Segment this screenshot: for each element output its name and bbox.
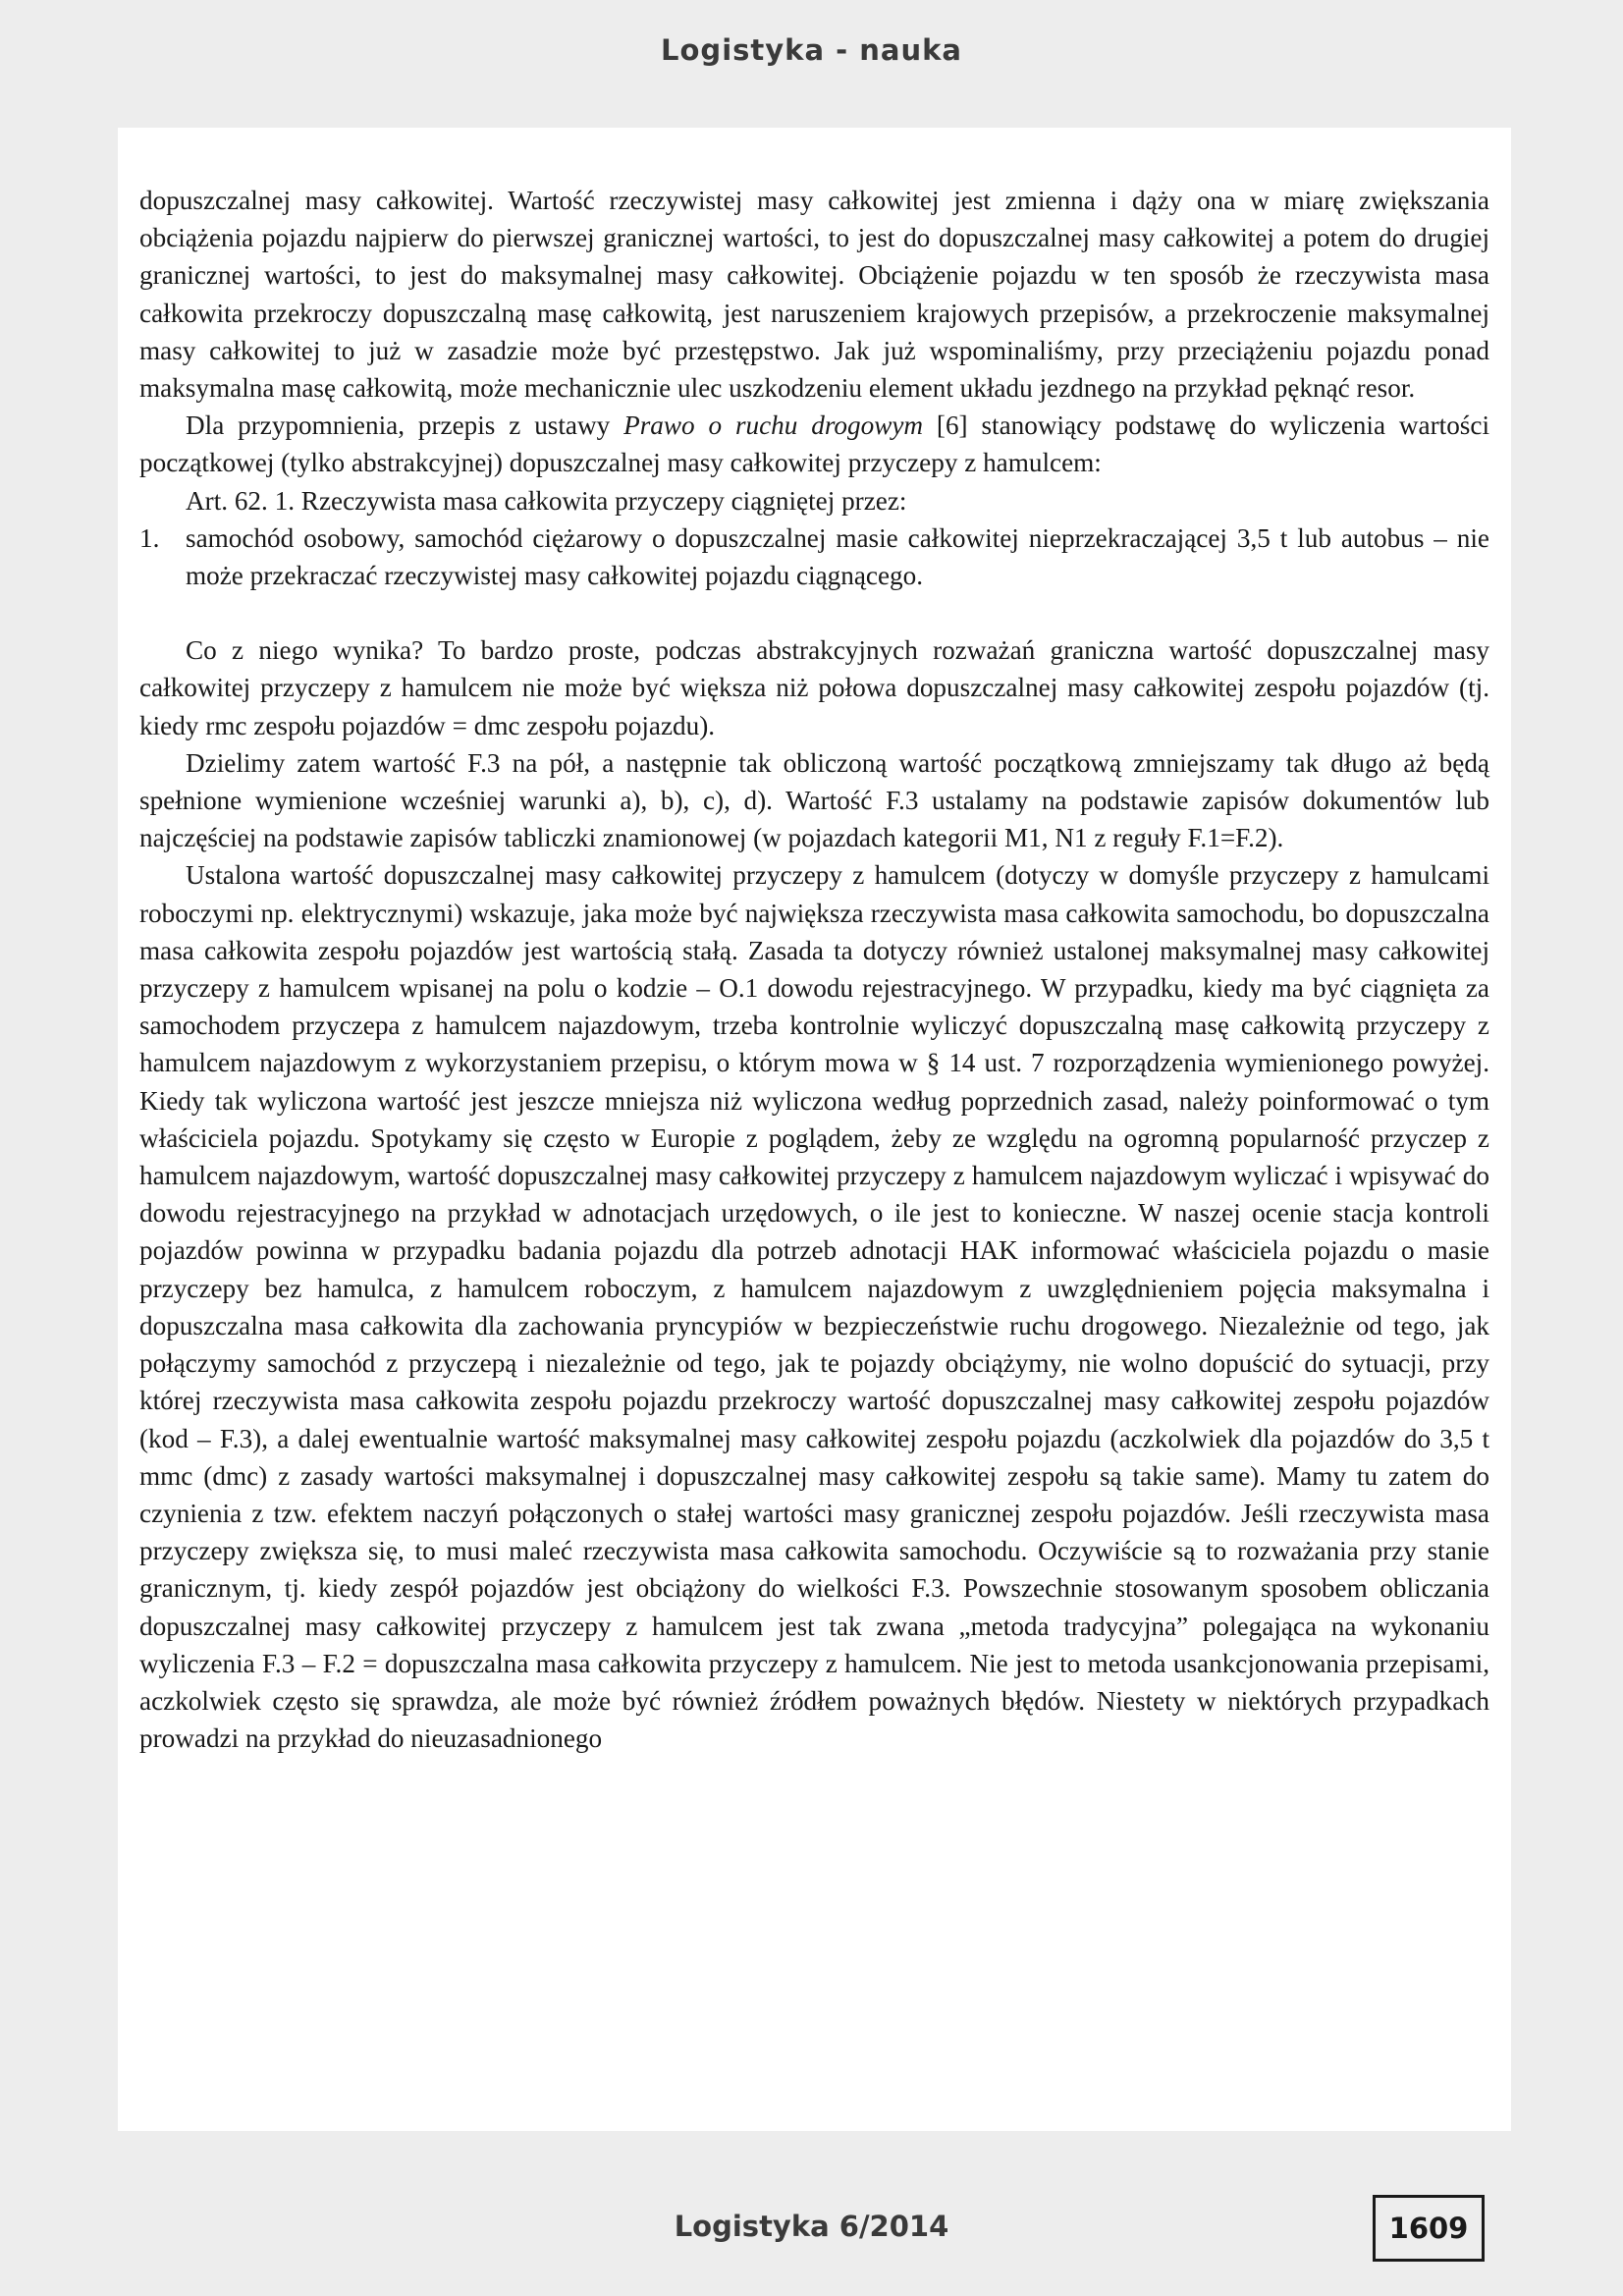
paragraph-5: Ustalona wartość dopuszczalnej masy całkowitej przyczepy z hamulcem (dotyczy w domyśle przyczepy z hamulcami roboczymi np. elektrycznymi) wskazuje, jaka może być największa rzeczywista masa całkowita samochodu, bo dopuszczalna masa całkowita zespołu pojazdów jest wartością stałą. Zasada ta dotyczy również ustalonej maksymalnej masy całkowitej przyczepy z hamulcem wpisanej na polu o kodzie – O.1 dowodu rejestracyjnego. W przypadku, kiedy ma być ciągnięta za samochodem przyczepa z hamulcem najazdowym, trzeba kontrolnie wyliczyć dopuszczalną masę całkowitą przyczepy z hamulcem najazdowym z wykorzystaniem przepisu, o którym mowa w § 14 ust. 7 rozporządzenia wymienionego powyżej. Kiedy tak wyliczona wartość jest jeszcze mniejsza niż wyliczona według poprzednich zasad, należy poinformować o tym właściciela pojazdu. Spotykamy się często w Europie z poglądem, żeby ze względu na ogromną popularność przyczep z hamulcem najazdowym, wartość dopuszczalnej masy całkowitej przyczepy z hamulcem najazdowym wyliczać i wpisywać do dowodu rejestracyjnego na przykład w adnotacjach urzędowych, o ile jest to konieczne. W naszej ocenie stacja kontroli pojazdów powinna w przypadku badania pojazdu dla potrzeb adnotacji HAK informować właściciela pojazdu o masie przyczepy bez hamulca, z hamulcem roboczym, z hamulcem najazdowym z uwzględnieniem pojęcia maksymalna i dopuszczalna masa całkowita dla zachowania pryncypiów w bezpieczeństwie ruchu drogowego. Niezależnie od tego, jak połączymy samochód z przyczepą i niezależnie od tego, jak te pojazdy obciążymy, nie wolno dopuścić do sytuacji, przy której rzeczywista masa całkowita zespołu pojazdu przekroczy wartość dopuszczalnej masy całkowitej zespołu pojazdów (kod – F.3), a dalej ewentualnie wartość maksymalnej masy całkowitej zespołu pojazdu (aczkolwiek dla pojazdów do 3,5 t mmc (dmc) z zasady wartości maksymalnej i dopuszczalnej masy całkowitej zespołu są takie same). Mamy tu zatem do czynienia z tzw. efektem naczyń połączonych o stałej wartości masy granicznej zespołu pojazdów. Jeśli rzeczywista masa przyczepy zwiększa się, to musi maleć rzeczywista masa całkowita samochodu. Oczywiście są to rozważania przy stanie granicznym, tj. kiedy zespół pojazdów jest obciążony do wielkości F.3. Powszechnie stosowanym sposobem obliczania dopuszczalnej masy całkowitej przyczepy z hamulcem jest tak zwana „metoda tradycyjna” polegająca na wykonaniu wyliczenia F.3 – F.2 = dopuszczalna masa całkowita przyczepy z hamulcem. Nie jest to metoda usankcjonowania przepisami, aczkolwiek często się sprawdza, ale może być również źródłem poważnych błędów. Niestety w niektórych przypadkach prowadzi na przykład do nieuzasadnionego: [139, 860, 1489, 1754]
article-body: [139, 182, 1489, 1757]
list-item-number: 1.: [139, 522, 160, 553]
list-item-text: samochód osobowy, samochód ciężarowy o dopuszczalnej masie całkowitej nieprzekraczającej 3,5 t lub autobus – nie może przekraczać rzeczywistej masy całkowitej pojazdu ciągnącego.: [186, 522, 1489, 591]
article-citation: Art. 62. 1. Rzeczywista masa całkowita przyczepy ciągniętej przez:: [186, 485, 907, 516]
paragraph-4: Dzielimy zatem wartość F.3 na pół, a następnie tak obliczoną wartość początkową zmniejszamy tak długo aż będą spełnione wymienione wcześniej warunki a), b), c), d). Wartość F.3 ustalamy na podstawie zapisów dokumentów lub najczęściej na podstawie zapisów tabliczki znamionowej (w pojazdach kategorii M1, N1 z reguły F.1=F.2).: [139, 747, 1489, 853]
paragraph-spacer: [139, 594, 1489, 631]
page-number: 1609: [1388, 2212, 1469, 2245]
paragraph-2-text-end: [6] stanowiący podstawę do wyliczenia wartości początkowej (tylko abstrakcyjnej) dopuszczalnej masy całkowitej przyczepy z hamulcem:: [139, 410, 1489, 478]
paragraph-3: Co z niego wynika? To bardzo proste, podczas abstrakcyjnych rozważań graniczna wartość dopuszczalnej masy całkowitej przyczepy z hamulcem nie może być większa niż połowa dopuszczalnej masy całkowitej zespołu pojazdów (tj. kiedy rmc zespołu pojazdów = dmc zespołu pojazdu).: [139, 635, 1489, 740]
paragraph-2-text-start: Dla przypomnienia, przepis z ustawy: [186, 410, 624, 441]
footer-journal-issue: Logistyka 6/2014: [674, 2210, 949, 2243]
running-head-title: Logistyka - nauka: [661, 33, 962, 67]
paragraph-1: dopuszczalnej masy całkowitej. Wartość rzeczywistej masy całkowitej jest zmienna i dąży ona w miarę zwiększania obciążenia pojazdu najpierw do pierwszej granicznej wartości, to jest do dopuszczalnej masy całkowitej a potem do drugiej granicznej wartości, to jest do maksymalnej masy całkowitej. Obciążenie pojazdu w ten sposób że rzeczywista masa całkowita przekroczy dopuszczalną masę całkowitą, jest naruszeniem krajowych przepisów, a przekroczenie maksymalnej masy całkowitej to już w zasadzie może być przestępstwo. Jak już wspominaliśmy, przy przeciążeniu pojazdu ponad maksymalna masę całkowitą, może mechanicznie ulec uszkodzeniu element układu jezdnego na przykład pęknąć resor.: [139, 186, 1489, 404]
article-page: [118, 128, 1511, 2131]
paragraph-2: [139, 407, 1489, 481]
page-number-box: [1373, 2195, 1485, 2262]
law-title-italic: Prawo o ruchu drogowym: [623, 410, 924, 441]
legal-list-item: [139, 519, 1489, 594]
